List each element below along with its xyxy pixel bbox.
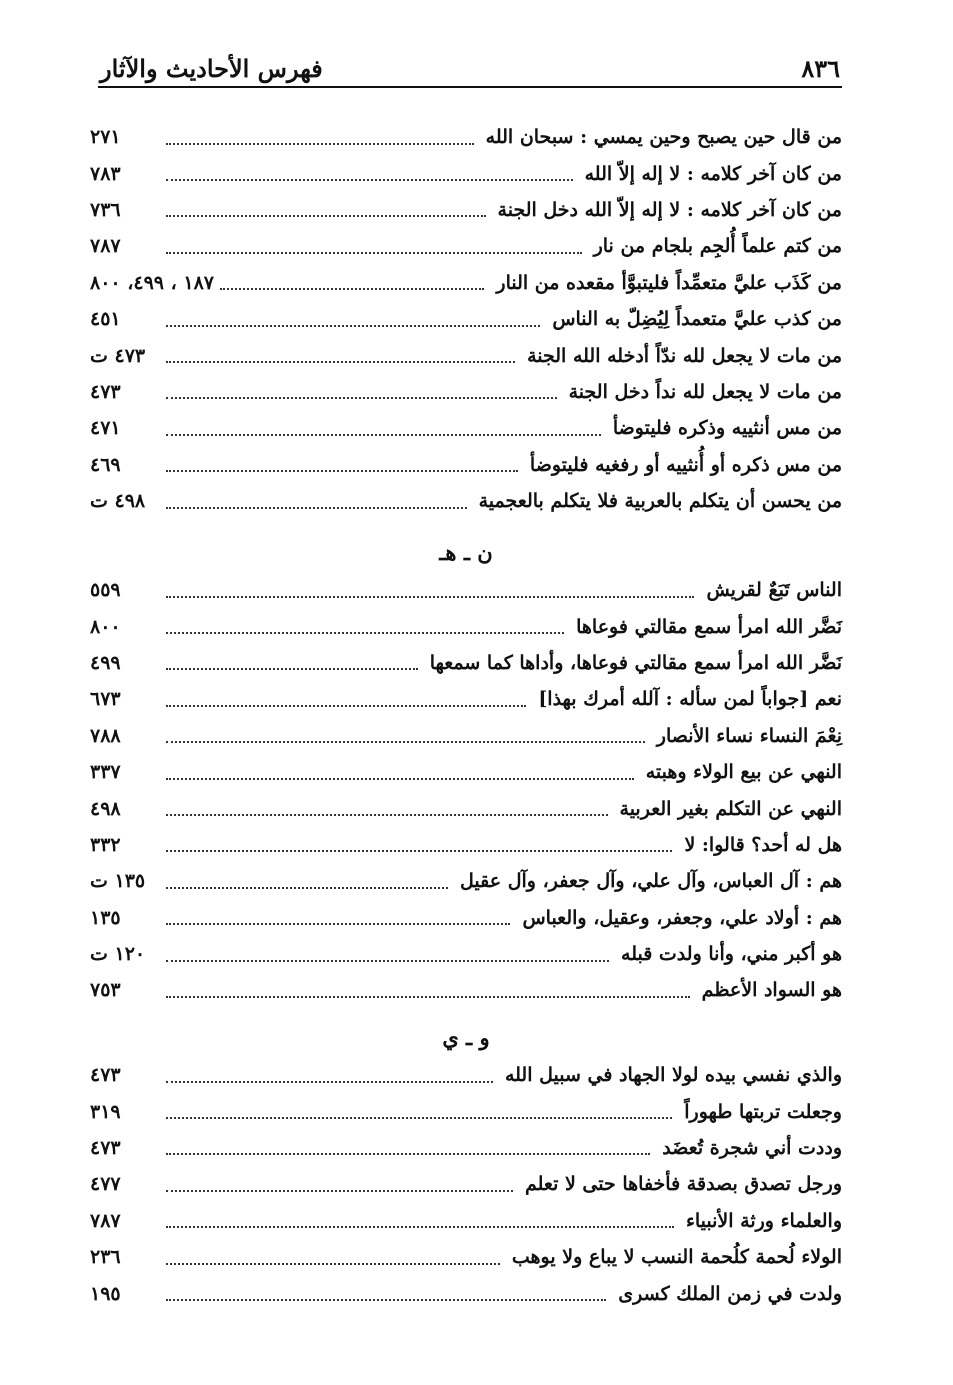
page-reference: ١٢٠ ت xyxy=(90,943,146,966)
page-reference: ١٩٥ xyxy=(90,1282,121,1305)
leader-dots xyxy=(220,287,484,290)
page-reference: ١٣٥ ت xyxy=(90,870,146,893)
entry-text: من مس أنثييه وذكره فليتوضأ xyxy=(612,417,842,440)
entry-text: الناس تَبَعٌ لقريش xyxy=(706,579,842,602)
page-reference: ٧٣٦ xyxy=(90,198,121,221)
entry-text: ورجل تصدق بصدقة فأخفاها حتى لا تعلم xyxy=(524,1173,842,1196)
leader-dots xyxy=(166,396,557,399)
index-entry xyxy=(90,645,842,681)
leader-dots xyxy=(166,813,608,816)
entry-text: من يحسن أن يتكلم بالعربية فلا يتكلم بالعجمية xyxy=(478,490,842,513)
entry-text: هل له أحد؟ قالوا: لا xyxy=(684,833,842,856)
leader-dots xyxy=(166,1116,672,1119)
section-heading-waw-ya: و ـ ي xyxy=(442,1025,490,1050)
page-reference: ٣٣٢ xyxy=(90,833,121,856)
index-entry xyxy=(90,155,842,191)
index-entry xyxy=(90,410,842,446)
index-entry xyxy=(90,754,842,790)
leader-dots xyxy=(166,704,526,707)
leader-dots xyxy=(166,595,694,598)
index-entry xyxy=(90,1130,842,1166)
leader-dots xyxy=(166,849,672,852)
leader-dots xyxy=(166,667,418,670)
index-entry xyxy=(90,483,842,519)
page-reference: ٣٣٧ xyxy=(90,761,121,784)
page-reference: ٤٧١ xyxy=(90,417,121,440)
running-title: فهرس الأحاديث والآثار xyxy=(100,54,323,83)
index-entry xyxy=(90,1239,842,1275)
leader-dots xyxy=(166,506,467,509)
leader-dots xyxy=(166,631,564,634)
page-reference: ٥٥٩ xyxy=(90,579,121,602)
index-entry xyxy=(90,936,842,972)
index-entry xyxy=(90,1057,842,1093)
leader-dots xyxy=(166,1189,513,1192)
index-entry xyxy=(90,827,842,863)
page-reference: ١٨٧ ، ٤٩٩، ٨٠٠ xyxy=(90,271,214,294)
leader-dots xyxy=(166,922,510,925)
page-reference: ٤٧٧ xyxy=(90,1173,121,1196)
index-entry xyxy=(90,337,842,373)
page-reference: ٤٩٨ xyxy=(90,797,121,820)
page-reference: ٢٣٦ xyxy=(90,1246,121,1269)
section-nun-ha xyxy=(90,572,842,1009)
page-reference: ٤٩٩ xyxy=(90,651,121,674)
page-reference: ٧٨٧ xyxy=(90,1209,121,1232)
entry-text: هو أكبر مني، وأنا ولدت قبله xyxy=(621,943,842,966)
entry-text: والذي نفسي بيده لولا الجهاد في سبيل الله xyxy=(504,1064,842,1087)
entry-text: من قال حين يصبح وحين يمسي : سبحان الله xyxy=(485,126,842,149)
entry-text: من كان آخر كلامه : لا إله إلاّ الله xyxy=(584,162,842,185)
leader-dots xyxy=(166,1225,674,1228)
entry-text: النهي عن بيع الولاء وهبته xyxy=(645,761,842,784)
entry-text: وجعلت تربتها طهوراً xyxy=(684,1100,842,1123)
entry-text: من كان آخر كلامه : لا إله إلاّ الله دخل الجنة xyxy=(497,198,842,221)
leader-dots xyxy=(166,1152,650,1155)
page-reference: ٧٥٣ xyxy=(90,979,121,1002)
page-reference: ٤٥١ xyxy=(90,308,121,331)
page-reference: ٧٨٧ xyxy=(90,235,121,258)
index-entry xyxy=(90,119,842,155)
leader-dots xyxy=(166,886,448,889)
leader-dots xyxy=(166,469,518,472)
index-entry xyxy=(90,1093,842,1129)
index-entry xyxy=(90,863,842,899)
leader-dots xyxy=(166,214,486,217)
leader-dots xyxy=(166,251,582,254)
page-header xyxy=(100,48,840,88)
entry-text: من كتم علماً أُلجِم بلجام من نار xyxy=(593,235,842,258)
page-reference: ٦٧٣ xyxy=(90,688,121,711)
page-number: ٨٣٦ xyxy=(801,54,840,83)
page-reference: ٣١٩ xyxy=(90,1100,121,1123)
section-heading-nun-ha: ن ـ هـ xyxy=(439,540,493,565)
entry-text: نِعْمَ النساء نساء الأنصار xyxy=(656,724,842,747)
page-reference: ٤٧٣ xyxy=(90,1136,121,1159)
page-reference: ١٣٥ xyxy=(90,906,121,929)
entry-text: من مات لا يجعل لله نداً دخل الجنة xyxy=(568,380,842,403)
section-waw-ya xyxy=(90,1057,842,1312)
entry-text: نَضَّر الله امرأ سمع مقالتي فوعاها، وأداها كما سمعها xyxy=(429,651,842,674)
index-entry xyxy=(90,972,842,1008)
index-entry xyxy=(90,265,842,301)
page-reference: ٨٠٠ xyxy=(90,615,121,638)
index-entry xyxy=(90,681,842,717)
header-rule xyxy=(98,86,842,88)
leader-dots xyxy=(166,959,609,962)
entry-text: ولدت في زمن الملك كسرى xyxy=(618,1282,842,1305)
entry-text: من كَذَب عليَّ متعمِّداً فليتبوَّأ مقعده من النار xyxy=(496,271,842,294)
entry-text: من مات لا يجعل لله ندّاً أدخله الله الجنة xyxy=(527,344,842,367)
page-reference: ٧٨٣ xyxy=(90,162,121,185)
leader-dots xyxy=(166,178,573,181)
leader-dots xyxy=(166,740,645,743)
index-entry xyxy=(90,192,842,228)
page-reference: ٤٧٣ xyxy=(90,1064,121,1087)
index-entry xyxy=(90,301,842,337)
page-reference: ٤٦٩ xyxy=(90,453,121,476)
entry-text: نَضَّر الله امرأ سمع مقالتي فوعاها xyxy=(576,615,842,638)
index-entry xyxy=(90,790,842,826)
entry-text: من مس ذكره أو أُنثييه أو رفغيه فليتوضأ xyxy=(529,453,842,476)
entry-text: النهي عن التكلم بغير العربية xyxy=(619,797,842,820)
entry-text: هم : آل العباس، وآل علي، وآل جعفر، وآل عقيل xyxy=(460,870,842,893)
index-entry xyxy=(90,572,842,608)
leader-dots xyxy=(166,1262,500,1265)
index-entry xyxy=(90,228,842,264)
index-entry xyxy=(90,1166,842,1202)
index-entry xyxy=(90,1275,842,1311)
page-reference: ٧٨٨ xyxy=(90,724,121,747)
page-reference: ٤٧٣ xyxy=(90,380,121,403)
index-entry xyxy=(90,608,842,644)
leader-dots xyxy=(166,324,540,327)
entry-text: وددت أني شجرة تُعضَد xyxy=(662,1136,842,1159)
entry-text: هم : أولاد علي، وجعفر، وعقيل، والعباس xyxy=(522,906,842,929)
page-reference: ٤٧٣ ت xyxy=(90,344,146,367)
leader-dots xyxy=(166,142,474,145)
leader-dots xyxy=(166,360,515,363)
page-reference: ٢٧١ xyxy=(90,126,121,149)
entry-text: الولاء لُحمة كلُحمة النسب لا يباع ولا يوهب xyxy=(511,1246,842,1269)
index-entry xyxy=(90,374,842,410)
leader-dots xyxy=(166,777,634,780)
entry-text: هو السواد الأعظم xyxy=(701,979,842,1002)
index-entry xyxy=(90,1203,842,1239)
leader-dots xyxy=(166,1080,493,1083)
leader-dots xyxy=(166,433,601,436)
entry-text: نعم [جواباً لمن سأله : آلله أمرك بهذا] xyxy=(538,688,842,711)
leader-dots xyxy=(166,1298,606,1301)
page-reference: ٤٩٨ ت xyxy=(90,490,146,513)
index-entry xyxy=(90,447,842,483)
section-mim xyxy=(90,119,842,519)
entry-text: والعلماء ورثة الأنبياء xyxy=(685,1209,842,1232)
entry-text: من كذب عليَّ متعمداً لِيُضِلّ به الناس xyxy=(552,308,842,331)
index-entry xyxy=(90,718,842,754)
index-entry xyxy=(90,900,842,936)
leader-dots xyxy=(166,995,690,998)
